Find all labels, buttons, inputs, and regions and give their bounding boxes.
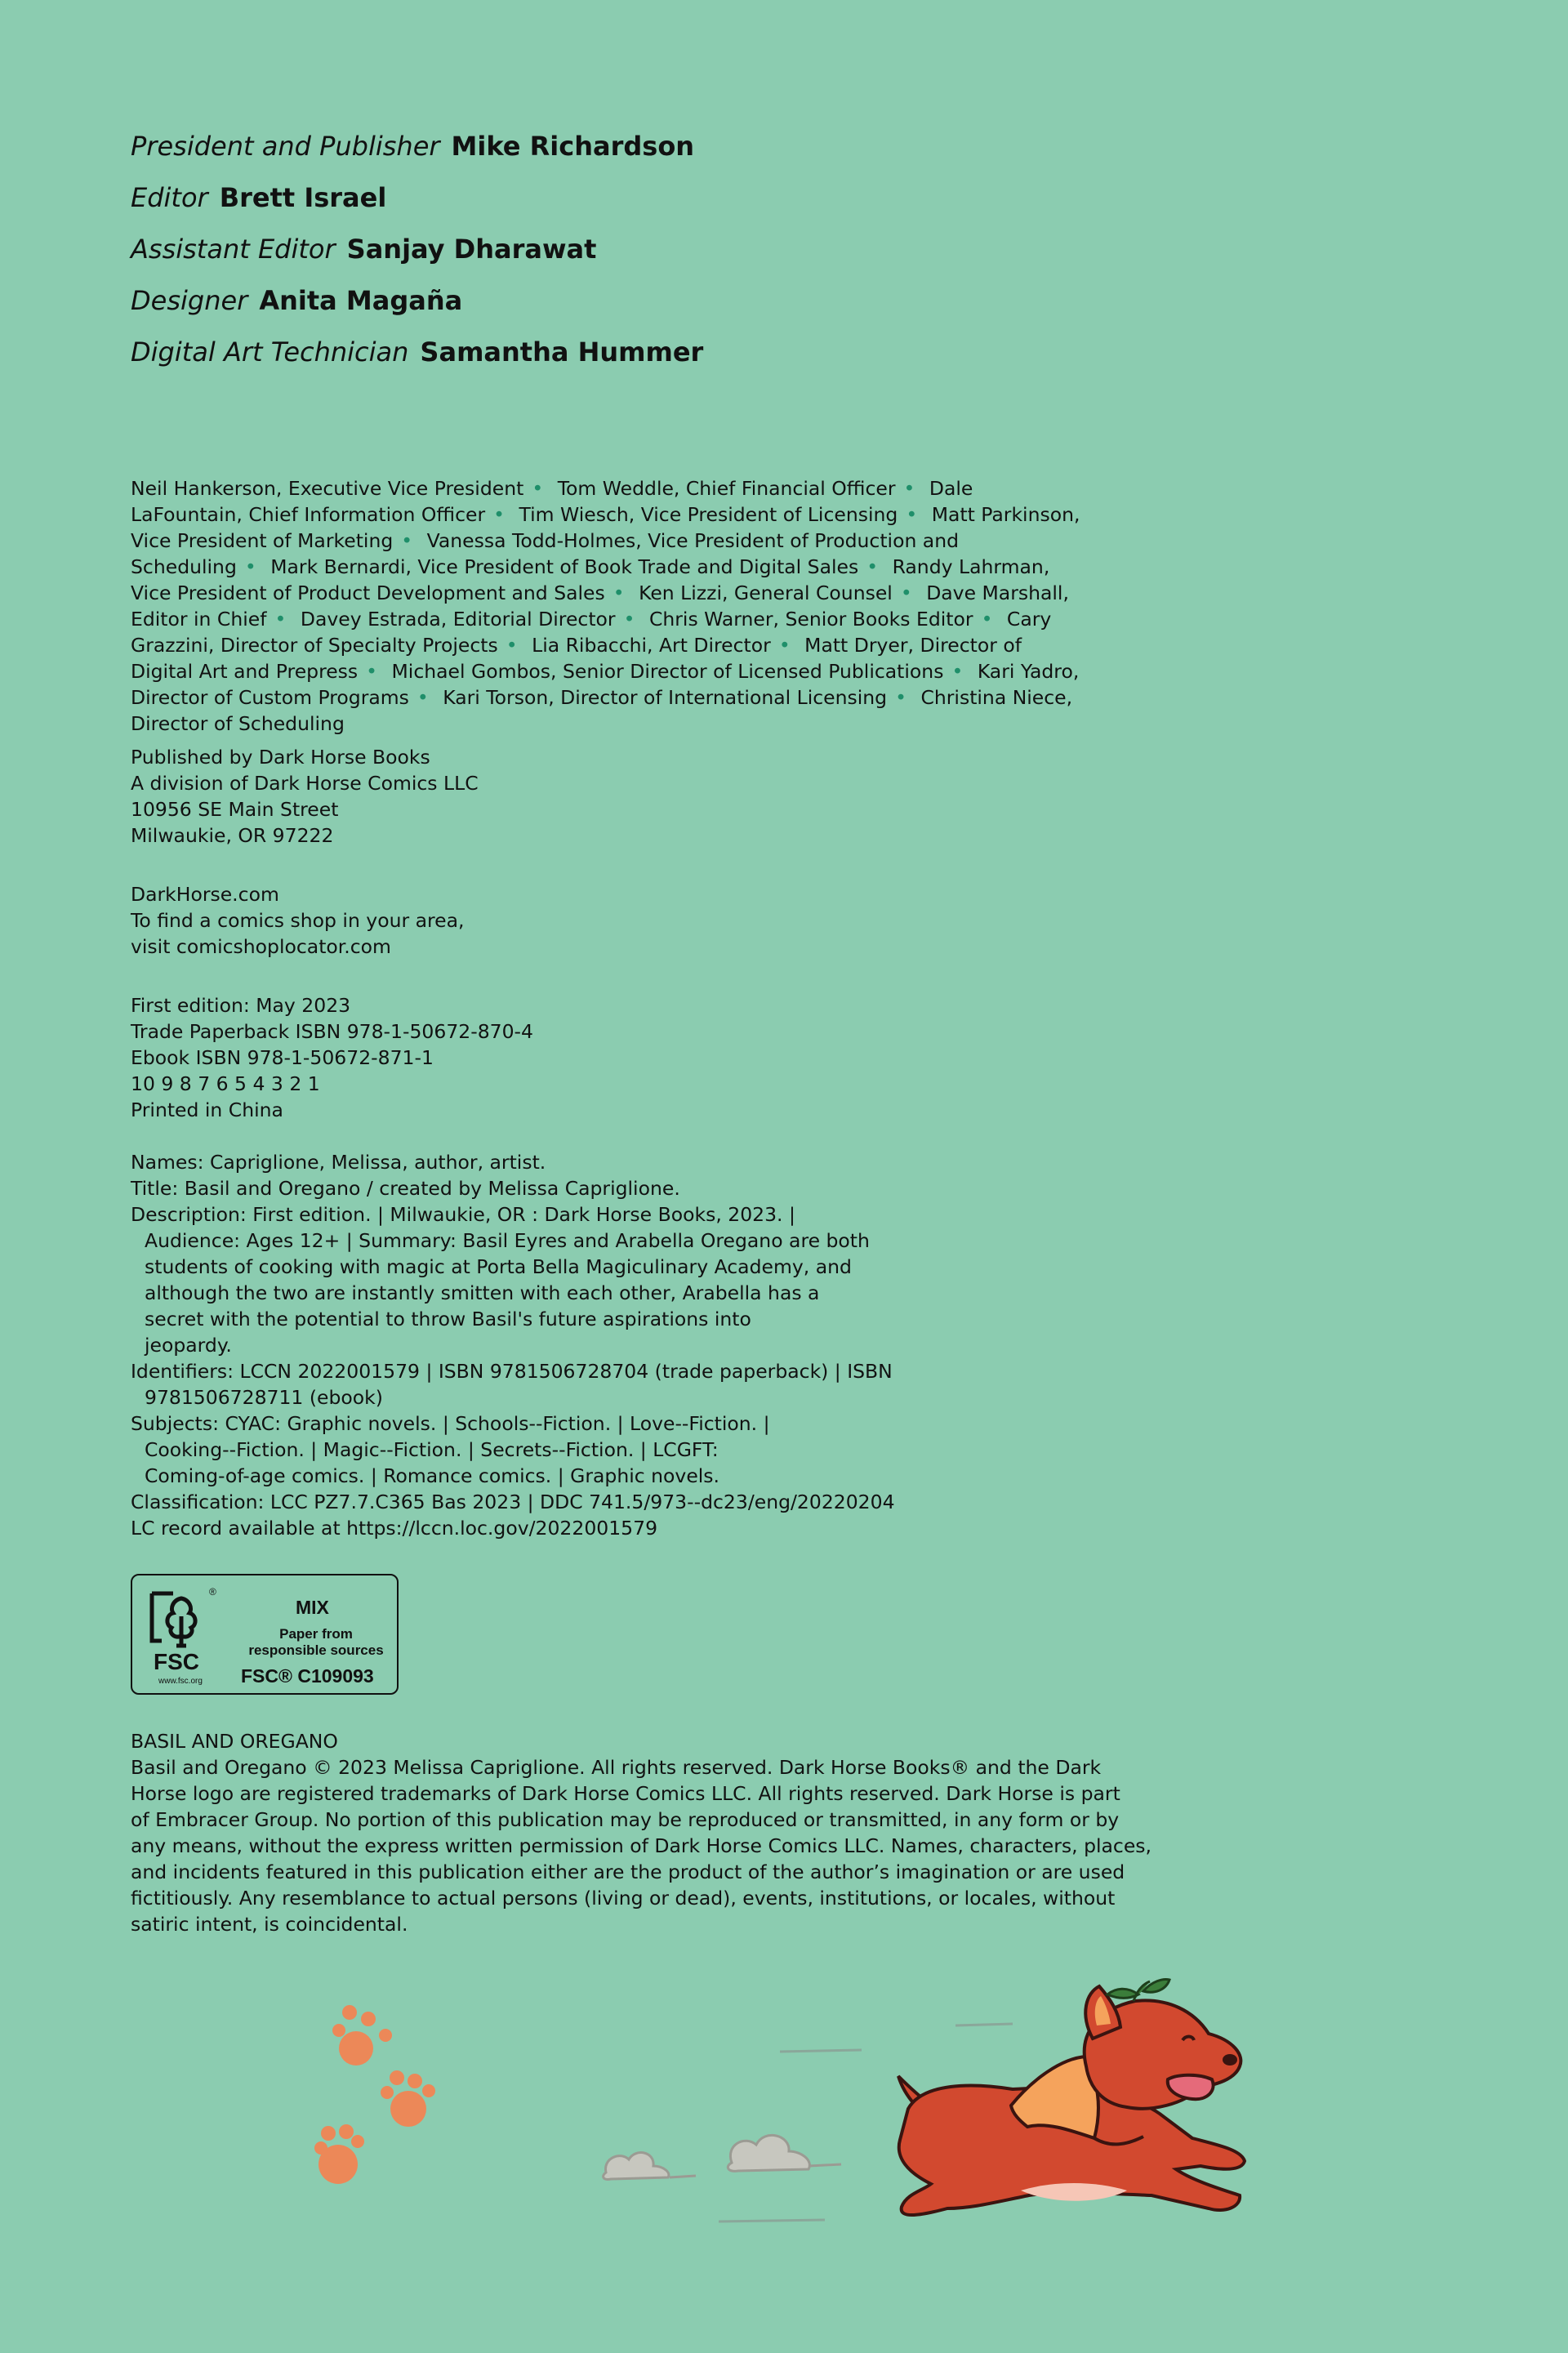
staff-entry: Tom Weddle, Chief Financial Officer: [557, 477, 896, 500]
web-info: DarkHorse.com To find a comics shop in your area, visit comicshoplocator.com: [131, 883, 465, 958]
paw-print-icon: [381, 2070, 435, 2127]
bullet-separator: •: [401, 529, 413, 552]
staff-entry: Cary Grazzini, Director of Specialty Projects: [131, 608, 1052, 657]
credit-designer: Designer Anita Magaña: [131, 285, 463, 316]
staff-entry: Matt Dryer, Director of Digital Art and Prepress: [131, 634, 1022, 683]
paw-print-icon: [314, 2124, 364, 2184]
edition-info: First edition: May 2023 Trade Paperback ISBN 978-1-50672-870-4 Ebook ISBN 978-1-50672-871-1 10 9 8 7 6 5 4 3 2 1 Printed in China: [131, 994, 533, 1121]
staff-entry: Davey Estrada, Editorial Director: [300, 608, 616, 631]
staff-entry: Tim Wiesch, Vice President of Licensing: [519, 503, 898, 526]
fsc-paper-text: Paper from responsible sources: [248, 1626, 384, 1658]
cip-data: Names: Capriglione, Melissa, author, artist. Title: Basil and Oregano / created by Melissa Capriglione. Description: First edition. | Milwaukie, OR : Dark Horse Books, 2023. | Audience: Ages 12+ | Summary: Basil Eyres and Arabella Oregano are both students of cooking with magic at Porta Bella Magiculinary Academy, and although the two are instantly smitten with each other, Arabella has a secret with the potential to throw Basil's future aspirations into jeopardy. Identifiers: LCCN 2022001579 | ISBN 9781506728704 (trade paperback) | ISBN 9781506728711 (ebook) Subjects: CYAC: Graphic novels. | Schools--Fiction. | Love--Fiction. | Cooking--Fiction. | Magic--Fiction. | Secrets--Fiction. | LCGFT: Coming-of-age comics. | Romance comics. | Graphic novels. Classification: LCC PZ7.7.C365 Bas 2023 | DDC 741.5/973--dc23/eng/20220204 LC record available at https://lccn.loc.gov/2022001579: [131, 1151, 895, 1540]
staff-entry: Randy Lahrman, Vice President of Product Development and Sales: [131, 555, 1050, 604]
svg-text:®: ®: [209, 1586, 216, 1598]
bullet-separator: •: [612, 582, 625, 604]
staff-entry: Ken Lizzi, General Counsel: [639, 582, 893, 604]
bullet-separator: •: [623, 608, 635, 631]
staff-entry: Michael Gombos, Senior Director of Licensed Publications: [391, 660, 944, 683]
staff-entry: Kari Yadro, Director of Custom Programs: [131, 660, 1080, 709]
bullet-separator: •: [416, 686, 429, 709]
bullet-separator: •: [493, 503, 505, 526]
copyright-notice: BASIL AND OREGANO Basil and Oregano © 2023 Melissa Capriglione. All rights reserved. Dark Horse Books® and the Dark Horse logo are registered trademarks of Dark Horse Comics LLC. All rights reserved. Dark Horse is part of Embracer Group. No portion of this publication may be reproduced or transmitted, in any form or by any means, without the express written permission of Dark Horse Comics LLC. Names, characters, places, and incidents featured in this publication either are the product of the author’s imagination or are used fictitiously. Any resemblance to actual persons (living or dead), events, institutions, or locales, without satiric intent, is coincidental.: [131, 1730, 1152, 1936]
bullet-separator: •: [981, 608, 993, 631]
bullet-separator: •: [244, 555, 256, 578]
bullet-separator: •: [778, 634, 791, 657]
credit-publisher: President and Publisher Mike Richardson: [131, 131, 695, 162]
staff-entry: Lia Ribacchi, Art Director: [532, 634, 771, 657]
paw-print-icon: [332, 2005, 392, 2066]
staff-entry: Dale LaFountain, Chief Information Officer: [131, 477, 973, 526]
credit-assistant-editor: Assistant Editor Sanjay Dharawat: [131, 234, 597, 265]
bullet-separator: •: [895, 686, 906, 709]
running-dog-illustration: [0, 1976, 1568, 2238]
staff-entry: Chris Warner, Senior Books Editor: [648, 608, 973, 631]
dog-character: [898, 1980, 1245, 2216]
bullet-separator: •: [274, 608, 287, 631]
staff-entry: Vanessa Todd-Holmes, Vice President of Production and Scheduling: [131, 529, 960, 578]
paw-prints: [314, 2005, 435, 2184]
bullet-separator: •: [900, 582, 912, 604]
bullet-separator: •: [866, 555, 879, 578]
fsc-tree-icon: [140, 1584, 222, 1651]
credits-block: [131, 121, 703, 378]
credit-digital-art-technician: Digital Art Technician Samantha Hummer: [131, 336, 704, 368]
staff-entry: Kari Torson, Director of International Licensing: [443, 686, 888, 709]
staff-entry: Matt Parkinson, Vice President of Marketing: [131, 503, 1080, 552]
fsc-logo: ® FSC www.fsc.org MIX Paper from responsible sources FSC® C109093: [131, 1574, 399, 1695]
publisher-address: Published by Dark Horse Books A division of Dark Horse Comics LLC 10956 SE Main Street Milwaukie, OR 97222: [131, 746, 479, 847]
staff-entry: Neil Hankerson, Executive Vice President: [131, 477, 524, 500]
bullet-separator: •: [906, 503, 918, 526]
staff-list: [131, 475, 1086, 737]
bullet-separator: •: [903, 477, 915, 500]
staff-entry: Dave Marshall, Editor in Chief: [131, 582, 1069, 631]
credit-editor: Editor Brett Israel: [131, 182, 387, 213]
bullet-separator: •: [366, 660, 378, 683]
bullet-separator: •: [532, 477, 544, 500]
bullet-separator: •: [951, 660, 964, 683]
staff-entry: Mark Bernardi, Vice President of Book Trade and Digital Sales: [270, 555, 859, 578]
staff-entry: Christina Niece, Director of Scheduling: [131, 686, 1073, 735]
bullet-separator: •: [506, 634, 518, 657]
